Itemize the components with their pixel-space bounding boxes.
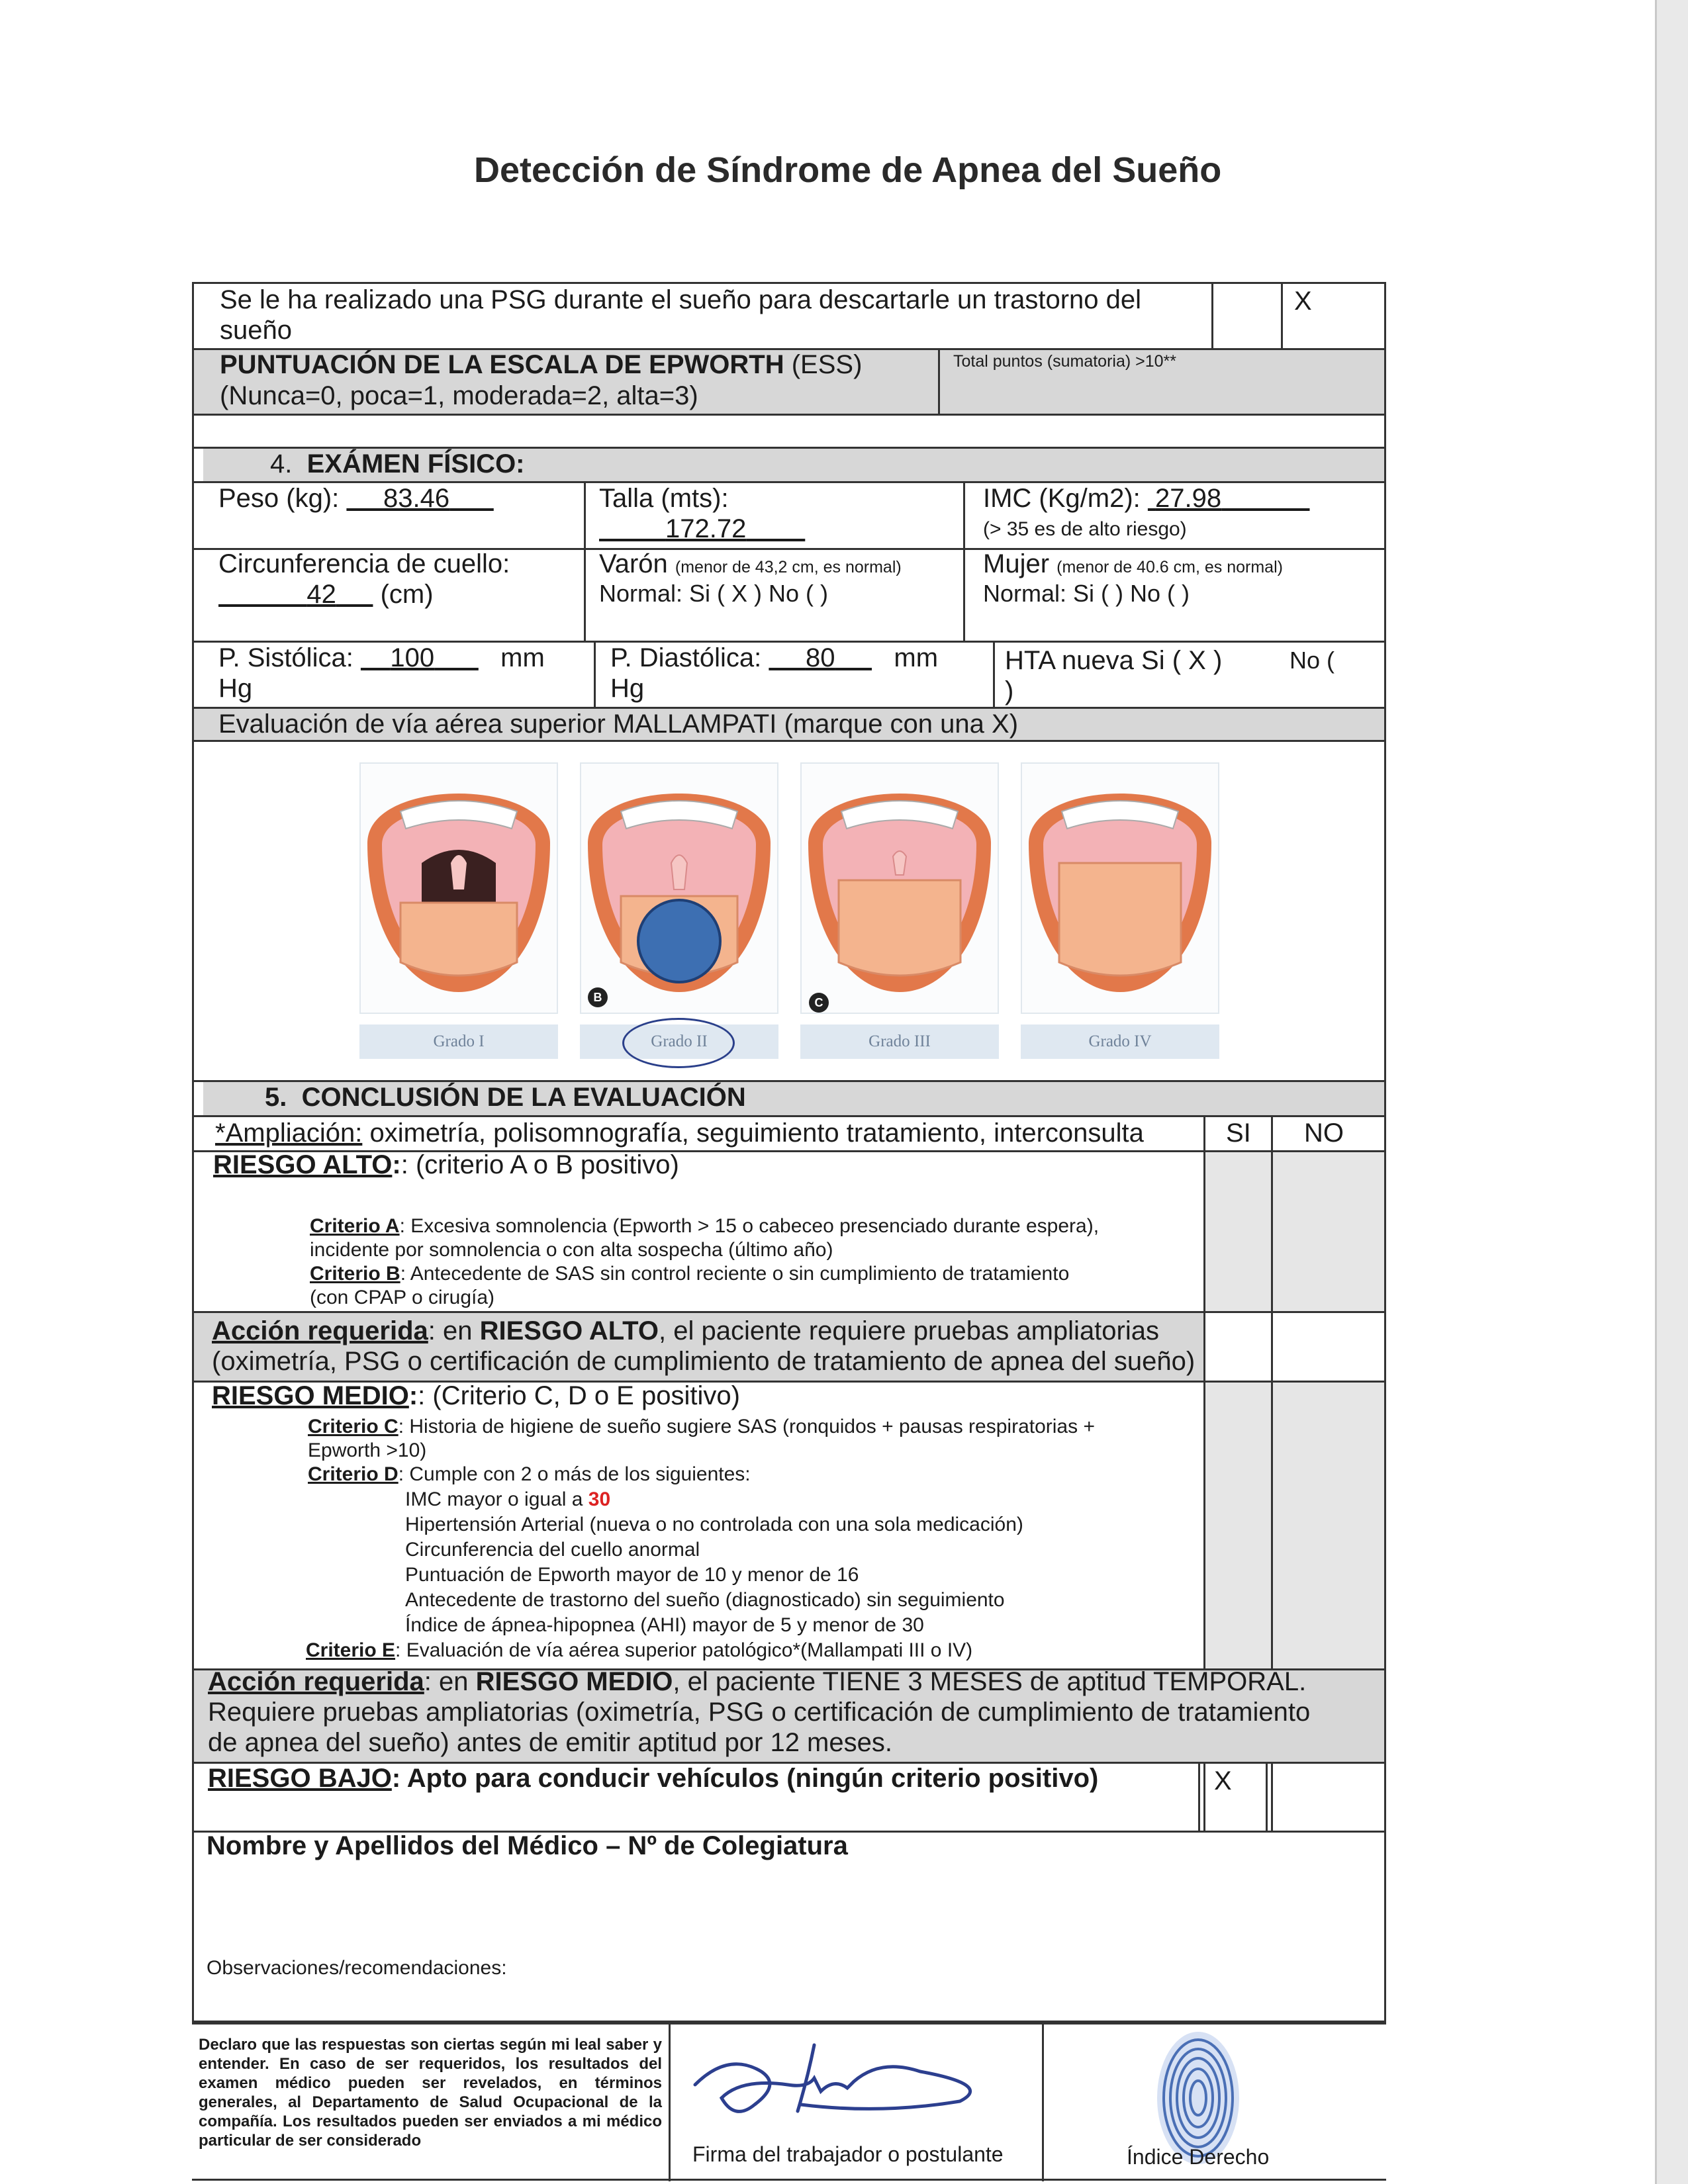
exam-col-divider-1 <box>584 483 586 642</box>
row-line <box>192 1115 1386 1117</box>
grade-2-selection-circle <box>622 1018 735 1068</box>
grade-1-label[interactable]: Grado I <box>359 1024 558 1059</box>
hta-close: ) <box>1005 676 1014 705</box>
epworth-scale: (Nunca=0, poca=1, moderada=2, alta=3) <box>220 381 698 410</box>
psg-divider-1 <box>1211 282 1213 349</box>
epworth-title: PUNTUACIÓN DE LA ESCALA DE EPWORTH (ESS) <box>220 350 863 379</box>
mouth-grade-3-icon <box>802 764 998 1013</box>
ampliacion-row: *Ampliación: oximetría, polisomnografía, seguimiento tratamiento, interconsulta <box>215 1118 1144 1148</box>
accion-medio-line3: de apnea del sueño) antes de emitir aptitud por 12 meses. <box>208 1728 892 1757</box>
mallampati-grade-1-panel <box>359 762 558 1014</box>
alto-answer-cells <box>1205 1152 1384 1311</box>
bajo-divider-1 <box>1198 1762 1200 1831</box>
riesgo-medio-title: RIESGO MEDIO:: (Criterio C, D o E positivo) <box>212 1381 740 1410</box>
sistolica-unit: Hg <box>218 674 253 703</box>
row-line <box>192 740 1386 742</box>
medio-answer-cells <box>1205 1383 1384 1668</box>
riesgo-bajo-si-mark: X <box>1214 1766 1232 1796</box>
talla-value: 172.72 <box>665 514 747 543</box>
worker-signature-icon <box>682 2038 1026 2131</box>
criterio-c-line1: Criterio C: Historia de higiene de sueño sugiere SAS (ronquidos + pausas respiratorias + <box>308 1416 1095 1437</box>
accion-medio-line1: Acción requerida: en RIESGO MEDIO, el paciente TIENE 3 MESES de aptitud TEMPORAL. <box>208 1667 1307 1696</box>
mujer-label: Mujer (menor de 40.6 cm, es normal) <box>983 549 1283 578</box>
peso-field: Peso (kg): 83.46 <box>218 484 450 513</box>
diastolica-unit: Hg <box>610 674 645 703</box>
declaration-text: Declaro que las respuestas son ciertas según mi leal saber y entender. En caso de ser requeridos, los resultados del examen médico pueden ser revelados, en términos generales, al Departamento de Salud Ocupacional de la compañía. Los resultados pueden ser enviados a mi médico particular de ser considerado <box>199 2036 662 2150</box>
footer-top-line <box>192 2023 1386 2025</box>
psg-divider-2 <box>1281 282 1283 349</box>
grade-2-label[interactable]: Grado II <box>580 1024 778 1059</box>
col-si-header: SI <box>1226 1118 1251 1148</box>
conclusion-section-title: 5. CONCLUSIÓN DE LA EVALUACIÓN <box>265 1083 746 1112</box>
accion-alto-line1: Acción requerida: en RIESGO ALTO, el paciente requiere pruebas ampliatorias <box>212 1316 1159 1345</box>
riesgo-bajo-row: RIESGO BAJO: Apto para conducir vehículos (ningún criterio positivo) <box>208 1764 1099 1793</box>
row-line <box>192 414 1386 416</box>
medico-nombre-label: Nombre y Apellidos del Médico – Nº de Colegiatura <box>207 1831 848 1860</box>
bajo-divider-2 <box>1266 1762 1268 1831</box>
hta-field: HTA nueva Si ( X ) <box>1005 646 1223 675</box>
mouth-grade-1-icon <box>361 764 557 1013</box>
answer-divider <box>1271 1152 1273 1311</box>
grade-3-label[interactable]: Grado III <box>800 1024 999 1059</box>
psg-answer-mark: X <box>1294 287 1312 316</box>
indice-label: Índice Derecho <box>1127 2145 1270 2169</box>
imc-note: (> 35 es de alto riesgo) <box>983 518 1187 540</box>
accion-medio-line2: Requiere pruebas ampliatorias (oximetría, PSG o certificación de cumplimiento de tratamiento <box>208 1698 1311 1727</box>
varon-label: Varón (menor de 43,2 cm, es normal) <box>599 549 902 578</box>
criterio-b-line2: (con CPAP o cirugía) <box>310 1287 495 1308</box>
talla-label: Talla (mts): <box>599 484 729 513</box>
footer-divider-1 <box>669 2023 671 2181</box>
epworth-divider <box>938 350 940 414</box>
mallampati-title: Evaluación de vía aérea superior MALLAMPATI (marque con una X) <box>218 709 1019 739</box>
criterio-d-item-imc: IMC mayor o igual a 30 <box>405 1488 611 1510</box>
firma-label: Firma del trabajador o postulante <box>692 2142 1004 2166</box>
cuello-label: Circunferencia de cuello: <box>218 549 510 578</box>
criterio-b-line1: Criterio B: Antecedente de SAS sin control reciente o sin cumplimiento de tratamiento <box>310 1263 1070 1285</box>
criterio-d-line1: Criterio D: Cumple con 2 o más de los siguientes: <box>308 1463 751 1485</box>
hta-no: No ( <box>1289 647 1335 674</box>
psg-question-line1: Se le ha realizado una PSG durante el sueño para descartarle un trastorno del <box>220 285 1141 314</box>
mallampati-grade-3-panel <box>800 762 999 1014</box>
epworth-total-label: Total puntos (sumatoria) >10** <box>953 352 1176 371</box>
exam-section-title: 4. EXÁMEN FÍSICO: <box>270 449 525 478</box>
mujer-normal: Normal: Si ( ) No ( ) <box>983 580 1190 607</box>
bp-divider-2 <box>993 643 995 707</box>
criterio-d-item-cuello: Circunferencia del cuello anormal <box>405 1539 700 1561</box>
footer-bottom-line <box>192 2179 1386 2181</box>
observaciones-label: Observaciones/recomendaciones: <box>207 1957 507 1979</box>
col-no-header: NO <box>1304 1118 1344 1148</box>
criterio-a-line1: Criterio A: Excesiva somnolencia (Epworth > 15 o cabeceo presenciado durante espera), <box>310 1215 1100 1237</box>
mallampati-grade-4-panel <box>1021 762 1219 1014</box>
scanned-page-edge <box>1655 0 1688 2184</box>
badge-c-icon: C <box>809 993 829 1013</box>
mallampati-grade-2-panel <box>580 762 778 1014</box>
mouth-grade-4-icon <box>1022 764 1218 1013</box>
mouth-grade-2-icon <box>581 764 777 1013</box>
document-title: Detección de Síndrome de Apnea del Sueño <box>474 150 1222 190</box>
criterio-c-line2: Epworth >10) <box>308 1439 427 1461</box>
sistolica-field: P. Sistólica: 100 mm <box>218 643 545 672</box>
criterio-d-item-hta: Hipertensión Arterial (nueva o no controlada con una sola medicación) <box>405 1514 1023 1535</box>
badge-b-icon: B <box>588 987 608 1007</box>
accion-alto-line2: (oximetría, PSG o certificación de cumplimiento de tratamiento de apnea del sueño) <box>212 1347 1196 1376</box>
diastolica-field: P. Diastólica: 80 mm <box>610 643 939 672</box>
footer-divider-2 <box>1042 2023 1044 2181</box>
criterio-d-item-ahi: Índice de ápnea-hipopnea (AHI) mayor de 5 y menor de 30 <box>405 1614 924 1636</box>
criterio-d-item-trastorno: Antecedente de trastorno del sueño (diagnosticado) sin seguimiento <box>405 1589 1005 1611</box>
exam-col-divider-2 <box>963 483 965 642</box>
varon-normal: Normal: Si ( X ) No ( ) <box>599 580 829 607</box>
answer-divider <box>1271 1383 1273 1668</box>
imc-field: IMC (Kg/m2): 27.98 <box>983 484 1222 513</box>
psg-question-line2: sueño <box>220 316 292 345</box>
cuello-value: 42 (cm) <box>306 580 434 609</box>
criterio-d-item-epworth: Puntuación de Epworth mayor de 10 y menor de 16 <box>405 1564 859 1586</box>
criterio-e-line1: Criterio E: Evaluación de vía aérea superior patológico*(Mallampati III o IV) <box>306 1639 973 1661</box>
bp-divider-1 <box>594 643 596 707</box>
riesgo-alto-title: RIESGO ALTO:: (criterio A o B positivo) <box>213 1150 679 1179</box>
criterio-a-line2: incidente por somnolencia o con alta sospecha (último año) <box>310 1239 833 1261</box>
grade-4-label[interactable]: Grado IV <box>1021 1024 1219 1059</box>
